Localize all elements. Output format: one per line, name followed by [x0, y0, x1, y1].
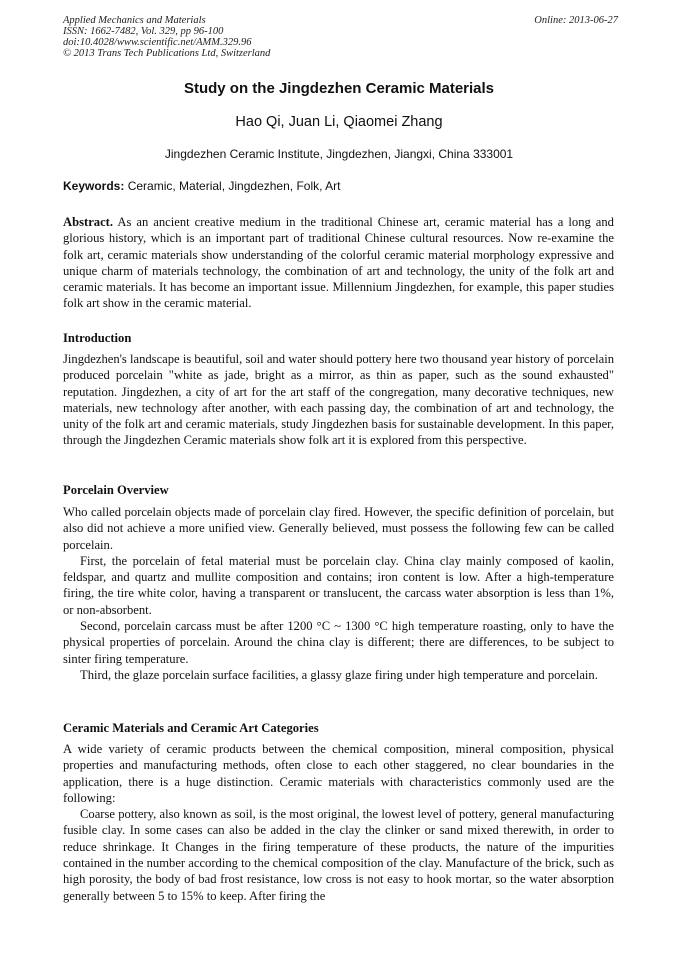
paper-affiliation: Jingdezhen Ceramic Institute, Jingdezhen, Jiangxi, China 333001	[164, 147, 514, 161]
section-heading-ceramic-categories: Ceramic Materials and Ceramic Art Categories	[63, 721, 319, 735]
introduction-paragraph: Jingdezhen's landscape is beautiful, soil and water should pottery here two thousand year history of porcelain produced porcelain "white as jade, bright as a mirror, as thin as paper, such as the sound exhausted" reputation. Jingdezhen, a city of art for the art staff of the congregation, many decorative techniques, new materials, new technology after another, with each passing day, the combination of art and technology, the unity of the folk art and ceramic materials, study Jingdezhen basis for sustainable development. In this paper, through the Jingdezhen Ceramic materials show folk art it is explored from this perspective.	[63, 352, 614, 448]
copyright-line: © 2013 Trans Tech Publications Ltd, Switzerland	[63, 48, 271, 59]
porcelain-overview-body	[63, 504, 614, 683]
categories-paragraph-2: Coarse pottery, also known as soil, is the most original, the lowest level of pottery, general manufacturing fusible clay. In some cases can also be added in the clay the clinker or sand mixed therewith, in order to reduce shrinkage. It Changes in the firing temperature of these products, the nature of the impurities contained in the number according to the chemical composition of the clay. Manufacture of the brick, such as high porosity, the body of bad frost resistance, low cross is not easy to hook mortar, so the water absorption generally between 5 to 15% to keep. After firing the	[63, 807, 614, 903]
introduction-body	[63, 351, 614, 449]
keywords-label: Keywords:	[63, 179, 125, 193]
abstract	[63, 214, 614, 312]
categories-paragraph-1: A wide variety of ceramic products between the chemical composition, mineral composition, physical properties and manufacturing methods, often close to each other staggered, no clear boundaries in the application, there is a huge distinction. Ceramic materials with characteristics commonly used are the following:	[63, 742, 614, 805]
abstract-text: As an ancient creative medium in the traditional Chinese art, ceramic material has a long and glorious history, which is an important part of traditional Chinese cultural resources. Now re-examine the folk art, ceramic materials show understanding of the colorful ceramic material morphology expressive and unique charm of materials technology, the combination of art and technology, the unity of the folk art and ceramic materials. It has become an important issue. Millennium Jingdezhen, for example, this paper studies folk art show in the ceramic material.	[63, 215, 614, 311]
section-heading-porcelain-overview: Porcelain Overview	[63, 483, 169, 497]
online-date: Online: 2013-06-27	[534, 15, 618, 26]
keywords	[63, 179, 623, 193]
issn-line: ISSN: 1662-7482, Vol. 329, pp 96-100	[63, 26, 224, 37]
section-heading-introduction: Introduction	[63, 331, 132, 345]
overview-paragraph-3: Second, porcelain carcass must be after 1200 °C ~ 1300 °C high temperature roasting, only to have the physical properties of porcelain. Around the china clay is different; there are differences, to be subject to sinter firing temperature.	[63, 619, 614, 666]
keywords-text: Ceramic, Material, Jingdezhen, Folk, Art	[127, 179, 341, 193]
overview-paragraph-2: First, the porcelain of fetal material must be porcelain clay. China clay mainly composed of kaolin, feldspar, and quartz and mullite composition and contains; iron content is low. After a high-temperature firing, the tire white color, having a transparent or translucent, the carcass water absorption is less than 1%, or non-absorbent.	[63, 553, 614, 617]
ceramic-categories-body	[63, 741, 614, 904]
doi-line: doi:10.4028/www.scientific.net/AMM.329.96	[63, 37, 252, 48]
overview-paragraph-4: Third, the glaze porcelain surface facilities, a glassy glaze firing under high temperature and porcelain.	[80, 667, 598, 682]
paper-title: Study on the Jingdezhen Ceramic Materials	[183, 80, 495, 97]
journal-header	[63, 15, 618, 59]
overview-paragraph-1: Who called porcelain objects made of porcelain clay fired. However, the specific definition of porcelain, but also did not achieve a more unified view. Generally believed, must possess the following few can be called porcelain.	[63, 505, 614, 552]
journal-name: Applied Mechanics and Materials	[63, 15, 206, 26]
abstract-label: Abstract.	[63, 215, 114, 229]
paper-authors: Hao Qi, Juan Li, Qiaomei Zhang	[235, 114, 443, 130]
